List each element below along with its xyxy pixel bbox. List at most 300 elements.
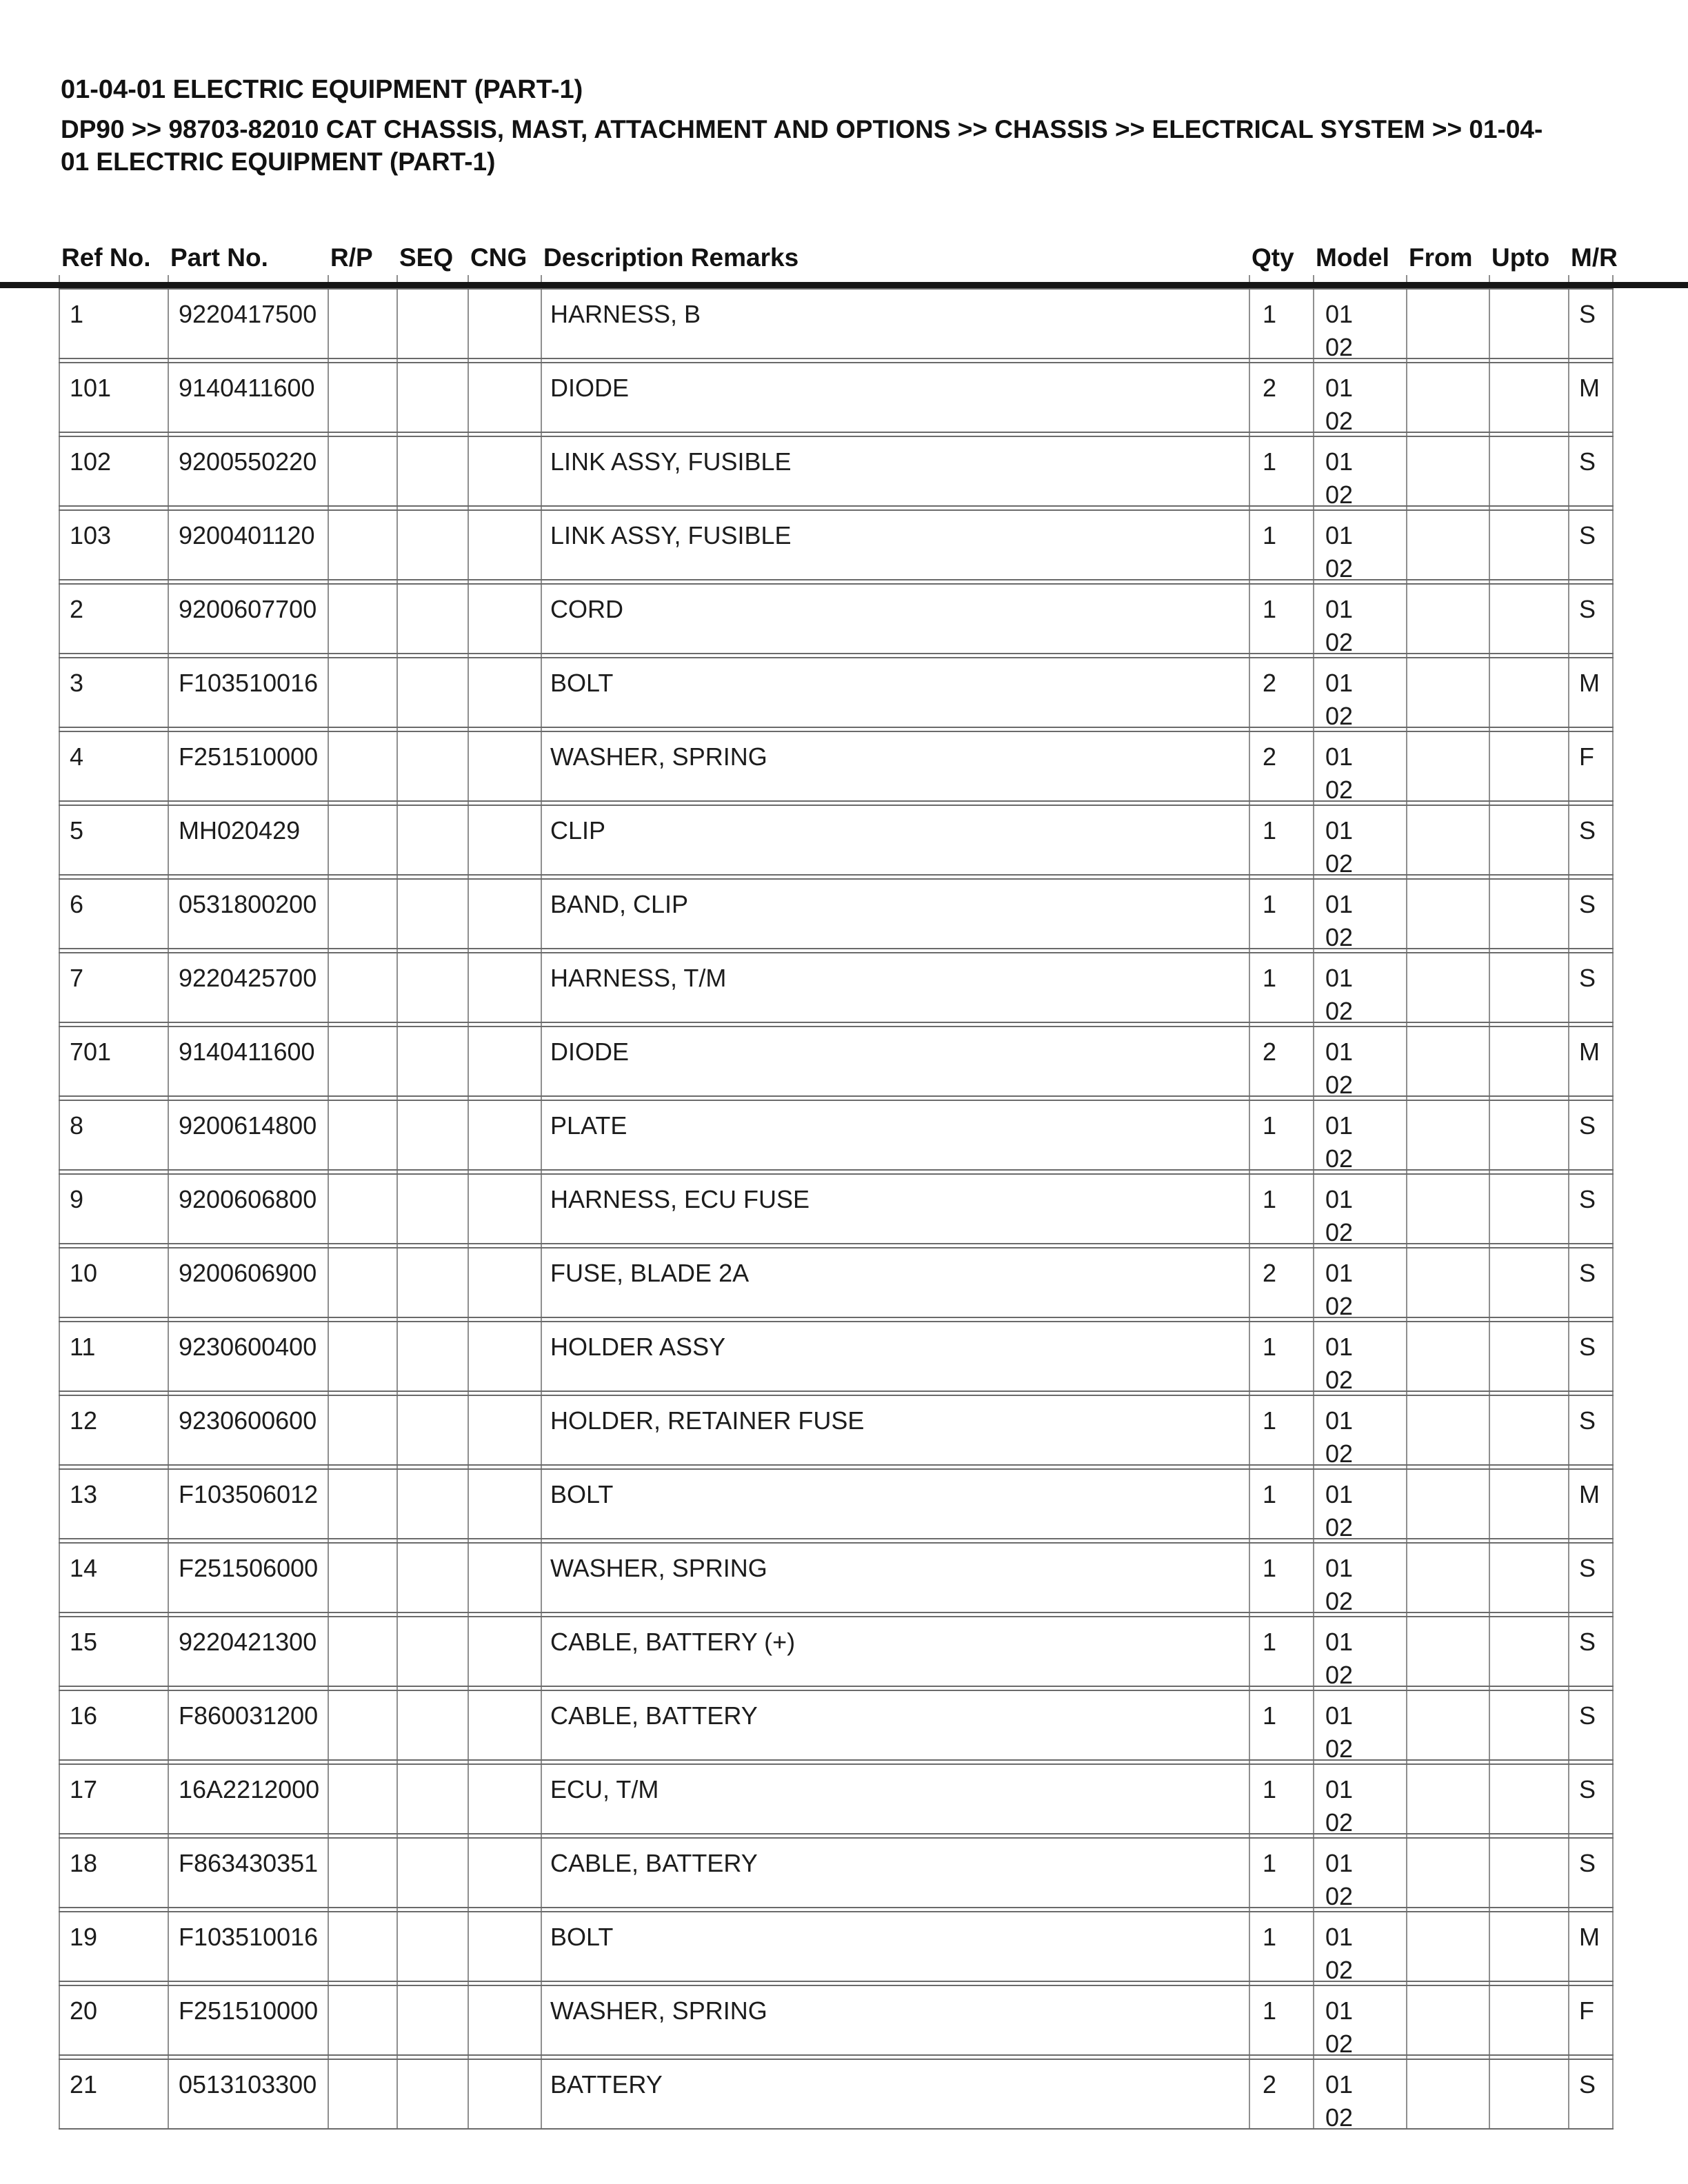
cng-cell bbox=[468, 1691, 541, 1763]
model-code: 01 bbox=[1325, 1333, 1354, 1361]
rp-cell bbox=[328, 2060, 396, 2132]
part-no-cell: 9230600400 bbox=[179, 1333, 317, 1361]
upto-cell bbox=[1489, 363, 1568, 435]
cng-cell bbox=[468, 1396, 541, 1468]
ref-no-cell: 1 bbox=[70, 300, 84, 328]
model-code: 01 bbox=[1325, 1480, 1354, 1508]
model-cell bbox=[1313, 511, 1406, 583]
model-code: 02 bbox=[1325, 481, 1354, 509]
model-cell bbox=[1313, 1101, 1406, 1173]
upto-cell bbox=[1489, 806, 1568, 878]
mr-cell: S bbox=[1579, 1111, 1596, 1140]
cng-cell bbox=[468, 880, 541, 951]
cng-cell bbox=[468, 1175, 541, 1246]
description-cell: CABLE, BATTERY bbox=[550, 1849, 758, 1877]
description-cell: WASHER, SPRING bbox=[550, 1996, 767, 2025]
upto-cell bbox=[1489, 2060, 1568, 2132]
description-cell: DIODE bbox=[550, 1038, 630, 1066]
table-row bbox=[59, 805, 1614, 876]
upto-cell bbox=[1489, 1617, 1568, 1689]
model-code: 02 bbox=[1325, 628, 1354, 656]
qty-cell: 1 bbox=[1263, 1333, 1277, 1361]
model-cell bbox=[1313, 658, 1406, 730]
model-code: 02 bbox=[1325, 1366, 1354, 1394]
description-cell: WASHER, SPRING bbox=[550, 742, 767, 771]
model-code: 01 bbox=[1325, 1923, 1354, 1951]
cng-cell bbox=[468, 1839, 541, 1910]
model-code: 02 bbox=[1325, 333, 1354, 361]
table-row bbox=[59, 1985, 1614, 2056]
model-code: 02 bbox=[1325, 1882, 1354, 1910]
description-cell: CLIP bbox=[550, 816, 606, 845]
description-cell: HARNESS, ECU FUSE bbox=[550, 1185, 810, 1213]
description-cell: BOLT bbox=[550, 1480, 614, 1508]
from-cell bbox=[1406, 1248, 1489, 1320]
mr-cell: S bbox=[1579, 1185, 1596, 1213]
part-no-cell: 9200614800 bbox=[179, 1111, 317, 1140]
seq-cell bbox=[396, 806, 468, 878]
model-code: 02 bbox=[1325, 1587, 1354, 1615]
cng-cell bbox=[468, 1617, 541, 1689]
mr-cell: M bbox=[1579, 1923, 1600, 1951]
table-row bbox=[59, 1542, 1614, 1613]
model-cell bbox=[1313, 1027, 1406, 1099]
model-code: 01 bbox=[1325, 1038, 1354, 1066]
qty-cell: 2 bbox=[1263, 374, 1277, 402]
seq-cell bbox=[396, 1322, 468, 1394]
upto-cell bbox=[1489, 953, 1568, 1025]
upto-cell bbox=[1489, 1470, 1568, 1541]
ref-no-cell: 102 bbox=[70, 447, 112, 476]
description-cell: LINK ASSY, FUSIBLE bbox=[550, 521, 792, 549]
qty-cell: 1 bbox=[1263, 1111, 1277, 1140]
mr-cell: M bbox=[1579, 1038, 1600, 1066]
seq-cell bbox=[396, 1470, 468, 1541]
table-row bbox=[59, 1100, 1614, 1171]
part-no-cell: 0513103300 bbox=[179, 2070, 317, 2099]
model-code: 01 bbox=[1325, 374, 1354, 402]
seq-cell bbox=[396, 1248, 468, 1320]
rp-cell bbox=[328, 1322, 396, 1394]
model-cell bbox=[1313, 437, 1406, 509]
model-cell bbox=[1313, 1986, 1406, 2058]
part-no-cell: F251506000 bbox=[179, 1554, 319, 1582]
from-cell bbox=[1406, 363, 1489, 435]
ref-no-cell: 11 bbox=[70, 1333, 96, 1361]
rp-cell bbox=[328, 732, 396, 804]
model-code: 02 bbox=[1325, 1808, 1354, 1837]
part-no-cell: 9200401120 bbox=[179, 521, 315, 549]
qty-cell: 1 bbox=[1263, 1996, 1277, 2025]
from-cell bbox=[1406, 1691, 1489, 1763]
table-row bbox=[59, 952, 1614, 1023]
model-cell bbox=[1313, 1839, 1406, 1910]
seq-cell bbox=[396, 880, 468, 951]
rp-cell bbox=[328, 1912, 396, 1984]
table-row bbox=[59, 731, 1614, 802]
upto-cell bbox=[1489, 880, 1568, 951]
cng-cell bbox=[468, 1986, 541, 2058]
seq-cell bbox=[396, 437, 468, 509]
mr-cell: M bbox=[1579, 669, 1600, 697]
col-header-upto: Upto bbox=[1491, 243, 1550, 272]
qty-cell: 1 bbox=[1263, 1628, 1277, 1656]
rp-cell bbox=[328, 1617, 396, 1689]
seq-cell bbox=[396, 1986, 468, 2058]
col-header-model: Model bbox=[1316, 243, 1389, 272]
qty-cell: 1 bbox=[1263, 1923, 1277, 1951]
description-cell: HOLDER, RETAINER FUSE bbox=[550, 1406, 865, 1435]
upto-cell bbox=[1489, 1027, 1568, 1099]
table-row bbox=[59, 436, 1614, 507]
from-cell bbox=[1406, 806, 1489, 878]
cng-cell bbox=[468, 658, 541, 730]
seq-cell bbox=[396, 1765, 468, 1837]
qty-cell: 2 bbox=[1263, 742, 1277, 771]
model-code: 01 bbox=[1325, 521, 1354, 549]
rp-cell bbox=[328, 1986, 396, 2058]
from-cell bbox=[1406, 1544, 1489, 1615]
col-header-part-no: Part No. bbox=[170, 243, 268, 272]
ref-no-cell: 103 bbox=[70, 521, 112, 549]
description-cell: CORD bbox=[550, 595, 623, 623]
model-cell bbox=[1313, 1912, 1406, 1984]
part-no-cell: 9200550220 bbox=[179, 447, 317, 476]
model-cell bbox=[1313, 363, 1406, 435]
model-cell bbox=[1313, 290, 1406, 361]
qty-cell: 1 bbox=[1263, 521, 1277, 549]
mr-cell: S bbox=[1579, 1259, 1596, 1287]
col-header-mr: M/R bbox=[1571, 243, 1618, 272]
part-no-cell: 9220421300 bbox=[179, 1628, 317, 1656]
ref-no-cell: 13 bbox=[70, 1480, 98, 1508]
model-cell bbox=[1313, 1470, 1406, 1541]
model-cell bbox=[1313, 1175, 1406, 1246]
part-no-cell: 16A2212000 bbox=[179, 1775, 320, 1803]
upto-cell bbox=[1489, 1396, 1568, 1468]
ref-no-cell: 15 bbox=[70, 1628, 98, 1656]
upto-cell bbox=[1489, 1691, 1568, 1763]
ref-no-cell: 21 bbox=[70, 2070, 98, 2099]
cng-cell bbox=[468, 1101, 541, 1173]
model-code: 02 bbox=[1325, 1439, 1354, 1468]
rp-cell bbox=[328, 658, 396, 730]
rp-cell bbox=[328, 363, 396, 435]
description-cell: WASHER, SPRING bbox=[550, 1554, 767, 1582]
table-row bbox=[59, 1616, 1614, 1687]
upto-cell bbox=[1489, 290, 1568, 361]
model-code: 01 bbox=[1325, 816, 1354, 845]
from-cell bbox=[1406, 1617, 1489, 1689]
ref-no-cell: 101 bbox=[70, 374, 112, 402]
from-cell bbox=[1406, 511, 1489, 583]
table-row bbox=[59, 1247, 1614, 1318]
qty-cell: 1 bbox=[1263, 1775, 1277, 1803]
model-code: 01 bbox=[1325, 964, 1354, 992]
qty-cell: 1 bbox=[1263, 1849, 1277, 1877]
model-cell bbox=[1313, 880, 1406, 951]
rp-cell bbox=[328, 511, 396, 583]
upto-cell bbox=[1489, 1248, 1568, 1320]
part-no-cell: 9200606800 bbox=[179, 1185, 317, 1213]
model-cell bbox=[1313, 1691, 1406, 1763]
qty-cell: 2 bbox=[1263, 2070, 1277, 2099]
model-code: 01 bbox=[1325, 300, 1354, 328]
description-cell: HARNESS, T/M bbox=[550, 964, 727, 992]
qty-cell: 2 bbox=[1263, 669, 1277, 697]
ref-no-cell: 10 bbox=[70, 1259, 98, 1287]
part-no-cell: 9140411600 bbox=[179, 374, 315, 402]
ref-no-cell: 5 bbox=[70, 816, 84, 845]
cng-cell bbox=[468, 953, 541, 1025]
model-code: 02 bbox=[1325, 849, 1354, 878]
table-row bbox=[59, 1026, 1614, 1097]
cng-cell bbox=[468, 585, 541, 656]
rp-cell bbox=[328, 1765, 396, 1837]
mr-cell: S bbox=[1579, 300, 1596, 328]
part-no-cell: F863430351 bbox=[179, 1849, 319, 1877]
page-title: 01-04-01 ELECTRIC EQUIPMENT (PART-1) bbox=[61, 75, 583, 105]
qty-cell: 1 bbox=[1263, 1554, 1277, 1582]
ref-no-cell: 9 bbox=[70, 1185, 84, 1213]
cng-cell bbox=[468, 1470, 541, 1541]
model-cell bbox=[1313, 1765, 1406, 1837]
description-cell: LINK ASSY, FUSIBLE bbox=[550, 447, 792, 476]
rp-cell bbox=[328, 1101, 396, 1173]
qty-cell: 2 bbox=[1263, 1259, 1277, 1287]
model-cell bbox=[1313, 806, 1406, 878]
part-no-cell: 9230600600 bbox=[179, 1406, 317, 1435]
model-code: 01 bbox=[1325, 742, 1354, 771]
model-code: 01 bbox=[1325, 890, 1354, 918]
qty-cell: 1 bbox=[1263, 1701, 1277, 1730]
model-code: 02 bbox=[1325, 1144, 1354, 1173]
upto-cell bbox=[1489, 1839, 1568, 1910]
ref-no-cell: 3 bbox=[70, 669, 84, 697]
table-row bbox=[59, 1837, 1614, 1908]
from-cell bbox=[1406, 1101, 1489, 1173]
mr-cell: S bbox=[1579, 1628, 1596, 1656]
mr-cell: S bbox=[1579, 816, 1596, 845]
description-cell: HOLDER ASSY bbox=[550, 1333, 726, 1361]
col-header-seq: SEQ bbox=[399, 243, 454, 272]
ref-no-cell: 12 bbox=[70, 1406, 98, 1435]
upto-cell bbox=[1489, 1101, 1568, 1173]
table-row bbox=[59, 1468, 1614, 1539]
model-code: 02 bbox=[1325, 1292, 1354, 1320]
model-code: 02 bbox=[1325, 1071, 1354, 1099]
col-header-from: From bbox=[1409, 243, 1473, 272]
cng-cell bbox=[468, 511, 541, 583]
part-no-cell: 9200607700 bbox=[179, 595, 317, 623]
part-no-cell: 9200606900 bbox=[179, 1259, 317, 1287]
mr-cell: M bbox=[1579, 374, 1600, 402]
cng-cell bbox=[468, 806, 541, 878]
mr-cell: S bbox=[1579, 964, 1596, 992]
col-header-ref-no: Ref No. bbox=[61, 243, 151, 272]
rp-cell bbox=[328, 806, 396, 878]
description-cell: FUSE, BLADE 2A bbox=[550, 1259, 750, 1287]
parts-table bbox=[59, 288, 1614, 2130]
qty-cell: 1 bbox=[1263, 816, 1277, 845]
upto-cell bbox=[1489, 1322, 1568, 1394]
table-row bbox=[59, 583, 1614, 654]
mr-cell: S bbox=[1579, 2070, 1596, 2099]
mr-cell: S bbox=[1579, 1554, 1596, 1582]
model-code: 01 bbox=[1325, 1185, 1354, 1213]
qty-cell: 1 bbox=[1263, 1185, 1277, 1213]
from-cell bbox=[1406, 290, 1489, 361]
rp-cell bbox=[328, 953, 396, 1025]
model-code: 01 bbox=[1325, 447, 1354, 476]
cng-cell bbox=[468, 1027, 541, 1099]
ref-no-cell: 4 bbox=[70, 742, 84, 771]
model-cell bbox=[1313, 1248, 1406, 1320]
part-no-cell: F103510016 bbox=[179, 1923, 319, 1951]
seq-cell bbox=[396, 1396, 468, 1468]
rp-cell bbox=[328, 880, 396, 951]
ref-no-cell: 2 bbox=[70, 595, 84, 623]
seq-cell bbox=[396, 1175, 468, 1246]
cng-cell bbox=[468, 1322, 541, 1394]
qty-cell: 1 bbox=[1263, 447, 1277, 476]
description-cell: HARNESS, B bbox=[550, 300, 701, 328]
model-cell bbox=[1313, 732, 1406, 804]
mr-cell: F bbox=[1579, 1996, 1594, 2025]
description-cell: CABLE, BATTERY (+) bbox=[550, 1628, 796, 1656]
from-cell bbox=[1406, 1027, 1489, 1099]
header-rule bbox=[0, 282, 1688, 288]
seq-cell bbox=[396, 953, 468, 1025]
table-row bbox=[59, 878, 1614, 949]
table-row bbox=[59, 288, 1614, 359]
table-row bbox=[59, 509, 1614, 583]
model-code: 01 bbox=[1325, 1996, 1354, 2025]
ref-no-cell: 8 bbox=[70, 1111, 84, 1140]
ref-no-cell: 20 bbox=[70, 1996, 98, 2025]
table-row bbox=[59, 1763, 1614, 1837]
model-code: 02 bbox=[1325, 1956, 1354, 1984]
seq-cell bbox=[396, 658, 468, 730]
model-cell bbox=[1313, 1396, 1406, 1468]
col-header-rp: R/P bbox=[330, 243, 373, 272]
col-header-qty: Qty bbox=[1252, 243, 1294, 272]
part-no-cell: F251510000 bbox=[179, 1996, 319, 2025]
model-code: 02 bbox=[1325, 997, 1354, 1025]
table-row bbox=[59, 657, 1614, 728]
mr-cell: S bbox=[1579, 447, 1596, 476]
rp-cell bbox=[328, 1396, 396, 1468]
seq-cell bbox=[396, 732, 468, 804]
upto-cell bbox=[1489, 658, 1568, 730]
breadcrumb: DP90 >> 98703-82010 CAT CHASSIS, MAST, ATTACHMENT AND OPTIONS >> CHASSIS >> ELECTRICAL SYSTEM >> 01-04-01 ELECTRIC EQUIPMENT (PART-1) bbox=[61, 115, 1543, 176]
qty-cell: 1 bbox=[1263, 1406, 1277, 1435]
model-cell bbox=[1313, 585, 1406, 656]
model-code: 01 bbox=[1325, 1554, 1354, 1582]
model-code: 01 bbox=[1325, 2070, 1354, 2099]
from-cell bbox=[1406, 1986, 1489, 2058]
rp-cell bbox=[328, 437, 396, 509]
mr-cell: S bbox=[1579, 890, 1596, 918]
seq-cell bbox=[396, 1839, 468, 1910]
cng-cell bbox=[468, 1912, 541, 1984]
cng-cell bbox=[468, 1765, 541, 1837]
model-code: 02 bbox=[1325, 2030, 1354, 2058]
description-cell: BATTERY bbox=[550, 2070, 663, 2099]
table-header-row bbox=[59, 243, 1618, 272]
mr-cell: S bbox=[1579, 595, 1596, 623]
cng-cell bbox=[468, 2060, 541, 2132]
description-cell: BOLT bbox=[550, 1923, 614, 1951]
mr-cell: S bbox=[1579, 1775, 1596, 1803]
mr-cell: S bbox=[1579, 1333, 1596, 1361]
mr-cell: F bbox=[1579, 742, 1594, 771]
from-cell bbox=[1406, 1765, 1489, 1837]
table-row bbox=[59, 1321, 1614, 1392]
rp-cell bbox=[328, 1839, 396, 1910]
from-cell bbox=[1406, 1470, 1489, 1541]
mr-cell: S bbox=[1579, 1849, 1596, 1877]
seq-cell bbox=[396, 585, 468, 656]
qty-cell: 1 bbox=[1263, 964, 1277, 992]
description-cell: PLATE bbox=[550, 1111, 627, 1140]
col-header-cng: CNG bbox=[470, 243, 528, 272]
seq-cell bbox=[396, 2060, 468, 2132]
upto-cell bbox=[1489, 511, 1568, 583]
mr-cell: S bbox=[1579, 521, 1596, 549]
seq-cell bbox=[396, 290, 468, 361]
rp-cell bbox=[328, 1027, 396, 1099]
from-cell bbox=[1406, 953, 1489, 1025]
cng-cell bbox=[468, 1248, 541, 1320]
mr-cell: S bbox=[1579, 1406, 1596, 1435]
ref-no-cell: 7 bbox=[70, 964, 84, 992]
part-no-cell: F860031200 bbox=[179, 1701, 319, 1730]
part-no-cell: 9220417500 bbox=[179, 300, 317, 328]
rp-cell bbox=[328, 1248, 396, 1320]
model-code: 01 bbox=[1325, 595, 1354, 623]
model-code: 01 bbox=[1325, 1849, 1354, 1877]
from-cell bbox=[1406, 1396, 1489, 1468]
ref-no-cell: 16 bbox=[70, 1701, 98, 1730]
upto-cell bbox=[1489, 1175, 1568, 1246]
model-cell bbox=[1313, 2060, 1406, 2132]
rp-cell bbox=[328, 1470, 396, 1541]
model-code: 02 bbox=[1325, 407, 1354, 435]
seq-cell bbox=[396, 1912, 468, 1984]
description-cell: BAND, CLIP bbox=[550, 890, 689, 918]
cng-cell bbox=[468, 1544, 541, 1615]
from-cell bbox=[1406, 2060, 1489, 2132]
qty-cell: 2 bbox=[1263, 1038, 1277, 1066]
upto-cell bbox=[1489, 1544, 1568, 1615]
cng-cell bbox=[468, 732, 541, 804]
ref-no-cell: 18 bbox=[70, 1849, 98, 1877]
description-cell: DIODE bbox=[550, 374, 630, 402]
model-cell bbox=[1313, 953, 1406, 1025]
model-code: 02 bbox=[1325, 2103, 1354, 2132]
cng-cell bbox=[468, 363, 541, 435]
seq-cell bbox=[396, 1691, 468, 1763]
qty-cell: 1 bbox=[1263, 890, 1277, 918]
model-code: 02 bbox=[1325, 776, 1354, 804]
qty-cell: 1 bbox=[1263, 595, 1277, 623]
ref-no-cell: 701 bbox=[70, 1038, 112, 1066]
table-row bbox=[59, 2059, 1614, 2130]
part-no-cell: F103506012 bbox=[179, 1480, 319, 1508]
description-cell: ECU, T/M bbox=[550, 1775, 659, 1803]
upto-cell bbox=[1489, 1912, 1568, 1984]
